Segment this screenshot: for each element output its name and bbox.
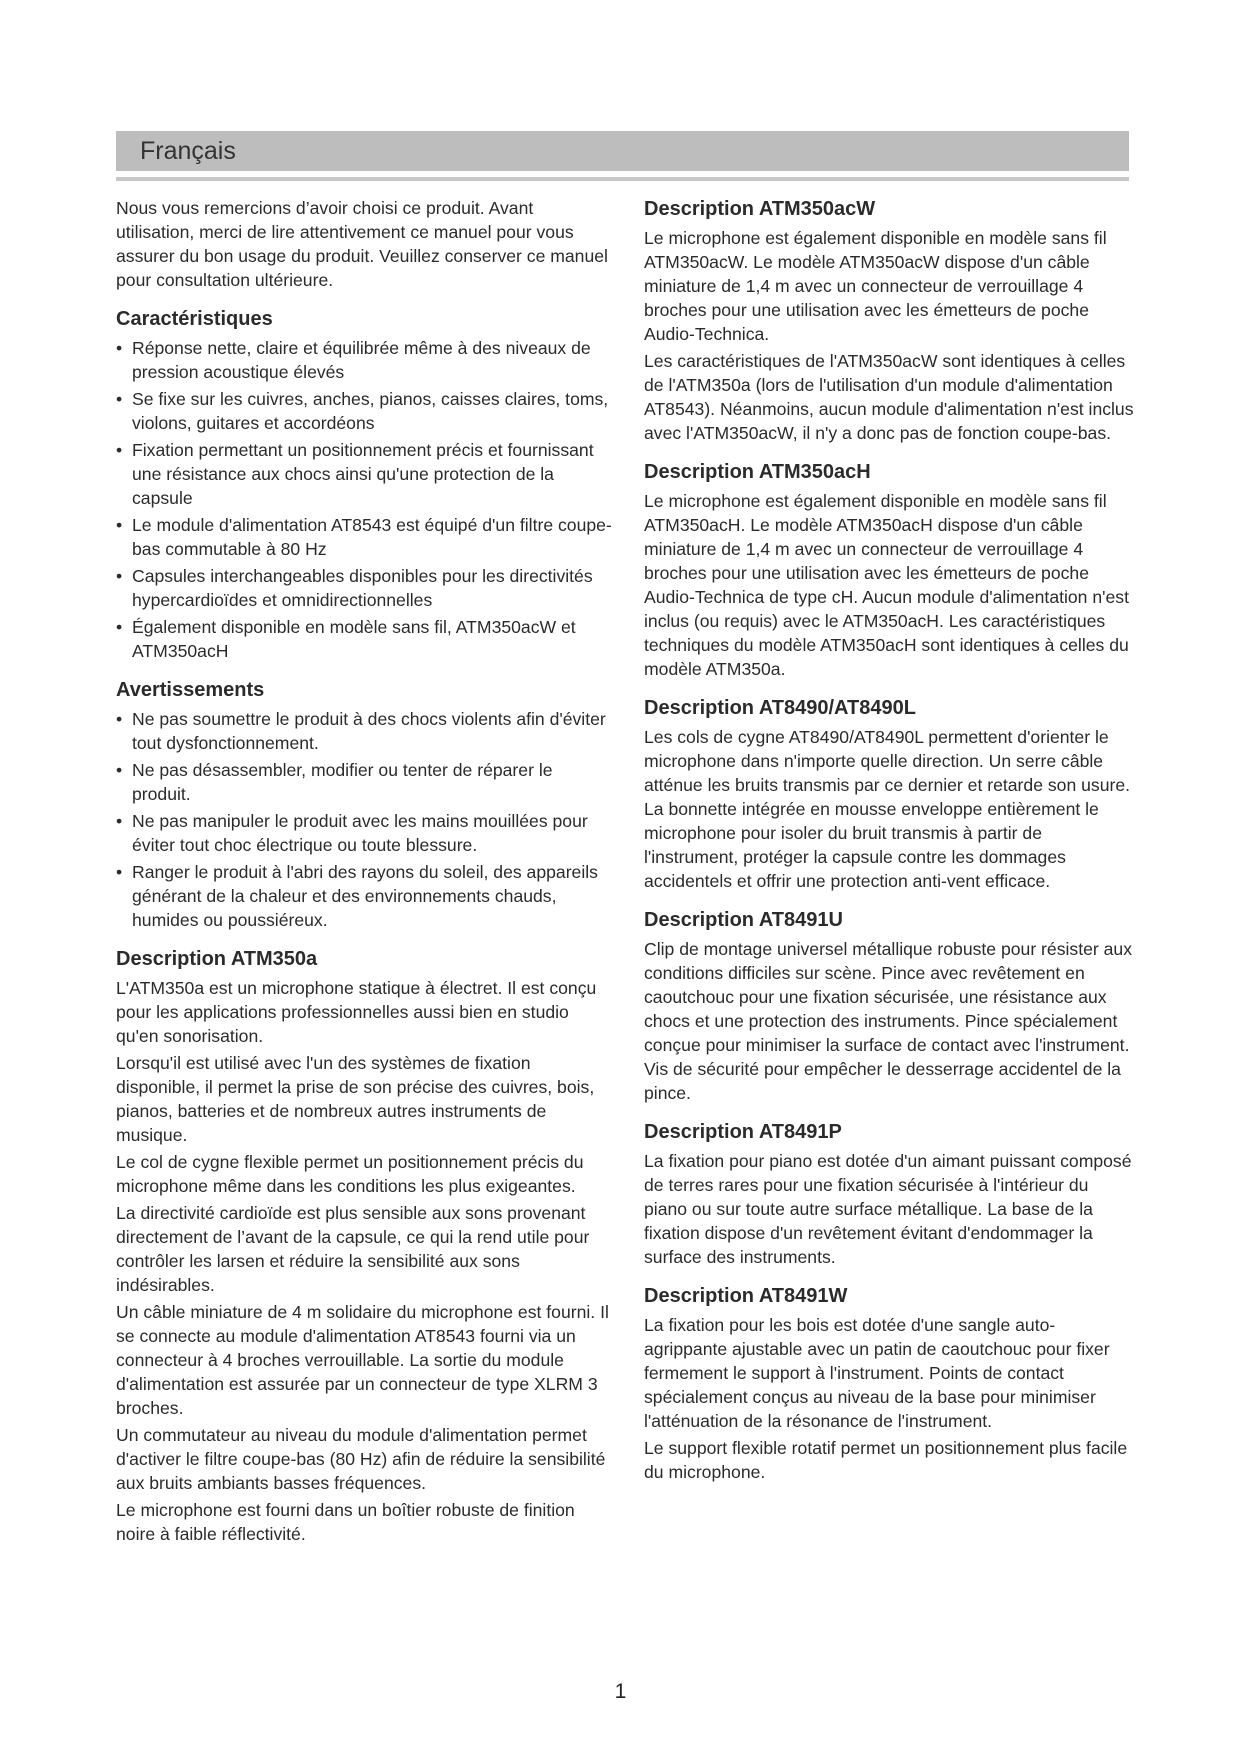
paragraph: Le col de cygne flexible permet un positionnement précis du microphone même dans les conditions les plus exigeantes. xyxy=(116,1152,584,1196)
left-column xyxy=(116,196,616,1549)
paragraph: La directivité cardioïde est plus sensible aux sons provenant directement de l’avant de la capsule, ce qui la rend utile pour contrôler les larsen et réduire la sensibilité aux sons indésirables. xyxy=(116,1203,590,1295)
paragraph: Clip de montage universel métallique robuste pour résister aux conditions difficiles sur scène. Pince avec revêtement en caoutchouc pour une fixation sécurisée, une résistance aux chocs et une protection des instruments. Pince spécialement conçue pour minimiser la surface de contact avec l'instrument. Vis de sécurité pour empêcher le desserrage accidentel de la pince. xyxy=(644,939,1132,1103)
page-number: 1 xyxy=(614,1680,627,1703)
at8490-heading: Description AT8490/AT8490L xyxy=(644,697,916,719)
atm350a-heading: Description ATM350a xyxy=(116,948,318,970)
list-item: • Ne pas manipuler le produit avec les mains mouillées pour éviter tout choc électrique ou toute blessure. xyxy=(116,809,616,857)
paragraph: La fixation pour piano est dotée d'un aimant puissant composé de terres rares pour une fixation sécurisée à l'intérieur du piano ou sur toute autre surface métallique. La base de la fixation dispose d'un revêtement évitant d'endommager la surface des instruments. xyxy=(644,1151,1132,1267)
list-item: • Capsules interchangeables disponibles pour les directivités hypercardioïdes et omnidirectionnelles xyxy=(116,564,616,612)
list-item: • Fixation permettant un positionnement précis et fournissant une résistance aux chocs ainsi qu'une protection de la capsule xyxy=(116,438,616,510)
right-column xyxy=(644,196,1134,1487)
header-divider xyxy=(116,177,1129,181)
section-title: Français xyxy=(140,137,236,165)
paragraph: Le support flexible rotatif permet un positionnement plus facile du microphone. xyxy=(644,1438,1128,1482)
paragraph: Un câble miniature de 4 m solidaire du microphone est fourni. Il se connecte au module d'alimentation AT8543 fourni via un connecteur à 4 broches verrouillable. La sortie du module d'alimentation est assurée par un connecteur de type XLRM 3 broches. xyxy=(116,1302,609,1418)
paragraph: Les caractéristiques de l'ATM350acW sont identiques à celles de l'ATM350a (lors de l'utilisation d'un module d'alimentation AT8543). Néanmoins, aucun module d'alimentation n'est inclus avec l'ATM350acW, il n'y a donc pas de fonction coupe-bas. xyxy=(644,351,1134,443)
paragraph: La fixation pour les bois est dotée d'une sangle auto-agrippante ajustable avec un patin de caoutchouc pour fixer fermement le support à l'instrument. Points de contact spécialement conçus au niveau de la base pour minimiser l'atténuation de la résonance de l'instrument. xyxy=(644,1315,1110,1431)
list-item: • Ne pas désassembler, modifier ou tenter de réparer le produit. xyxy=(116,758,616,806)
paragraph: Un commutateur au niveau du module d'alimentation permet d'activer le filtre coupe-bas (80 Hz) afin de réduire la sensibilité aux bruits ambiants basses fréquences. xyxy=(116,1425,606,1493)
atm350ach-heading: Description ATM350acH xyxy=(644,461,871,483)
warnings-list xyxy=(116,707,616,932)
paragraph: Lorsqu'il est utilisé avec l'un des systèmes de fixation disponible, il permet la prise de son précise des cuivres, bois, pianos, batteries et de nombreux autres instruments de musique. xyxy=(116,1053,595,1145)
list-item: • Également disponible en modèle sans fil, ATM350acW et ATM350acH xyxy=(116,615,616,663)
intro-paragraph: Nous vous remercions d’avoir choisi ce produit. Avant utilisation, merci de lire attentivement ce manuel pour vous assurer du bon usage du produit. Veuillez conserver ce manuel pour consultation ultérieure. xyxy=(116,198,608,290)
features-heading: Caractéristiques xyxy=(116,308,273,330)
atm350acw-heading: Description ATM350acW xyxy=(644,198,876,220)
paragraph: Le microphone est également disponible en modèle sans fil ATM350acW. Le modèle ATM350acW dispose d'un câble miniature de 1,4 m avec un connecteur de verrouillage 4 broches pour une utilisation avec les émetteurs de poche Audio-Technica. xyxy=(644,228,1107,344)
paragraph: Le microphone est fourni dans un boîtier robuste de finition noire à faible réflectivité. xyxy=(116,1500,575,1544)
list-item: • Réponse nette, claire et équilibrée même à des niveaux de pression acoustique élevés xyxy=(116,336,616,384)
list-item: • Le module d'alimentation AT8543 est équipé d'un filtre coupe-bas commutable à 80 Hz xyxy=(116,513,616,561)
list-item: • Se fixe sur les cuivres, anches, pianos, caisses claires, toms, violons, guitares et accordéons xyxy=(116,387,616,435)
at8491w-heading: Description AT8491W xyxy=(644,1285,848,1307)
at8491p-heading: Description AT8491P xyxy=(644,1121,842,1143)
features-list xyxy=(116,336,616,663)
list-item: • Ne pas soumettre le produit à des chocs violents afin d'éviter tout dysfonctionnement. xyxy=(116,707,616,755)
list-item: • Ranger le produit à l'abri des rayons du soleil, des appareils générant de la chaleur et des environnements chauds, humides ou poussiéreux. xyxy=(116,860,616,932)
at8491u-heading: Description AT8491U xyxy=(644,909,843,931)
warnings-heading: Avertissements xyxy=(116,679,265,701)
paragraph: Le microphone est également disponible en modèle sans fil ATM350acH. Le modèle ATM350acH dispose d'un câble miniature de 1,4 m avec un connecteur de verrouillage 4 broches pour une utilisation avec les émetteurs de poche Audio-Technica de type cH. Aucun module d'alimentation n'est inclus (ou requis) avec le ATM350acH. Les caractéristiques techniques du modèle ATM350acH sont identiques à celles du modèle ATM350a. xyxy=(644,491,1129,679)
paragraph: Les cols de cygne AT8490/AT8490L permettent d'orienter le microphone dans n'importe quelle direction. Un serre câble atténue les bruits transmis par ce dernier et retarde son usure. La bonnette intégrée en mousse enveloppe entièrement le microphone pour isoler du bruit transmis à partir de l'instrument, protéger la capsule contre les dommages accidentels et offrir une protection anti-vent efficace. xyxy=(644,727,1131,891)
section-header xyxy=(116,131,1129,171)
paragraph: L'ATM350a est un microphone statique à électret. Il est conçu pour les applications professionnelles aussi bien en studio qu'en sonorisation. xyxy=(116,978,597,1046)
